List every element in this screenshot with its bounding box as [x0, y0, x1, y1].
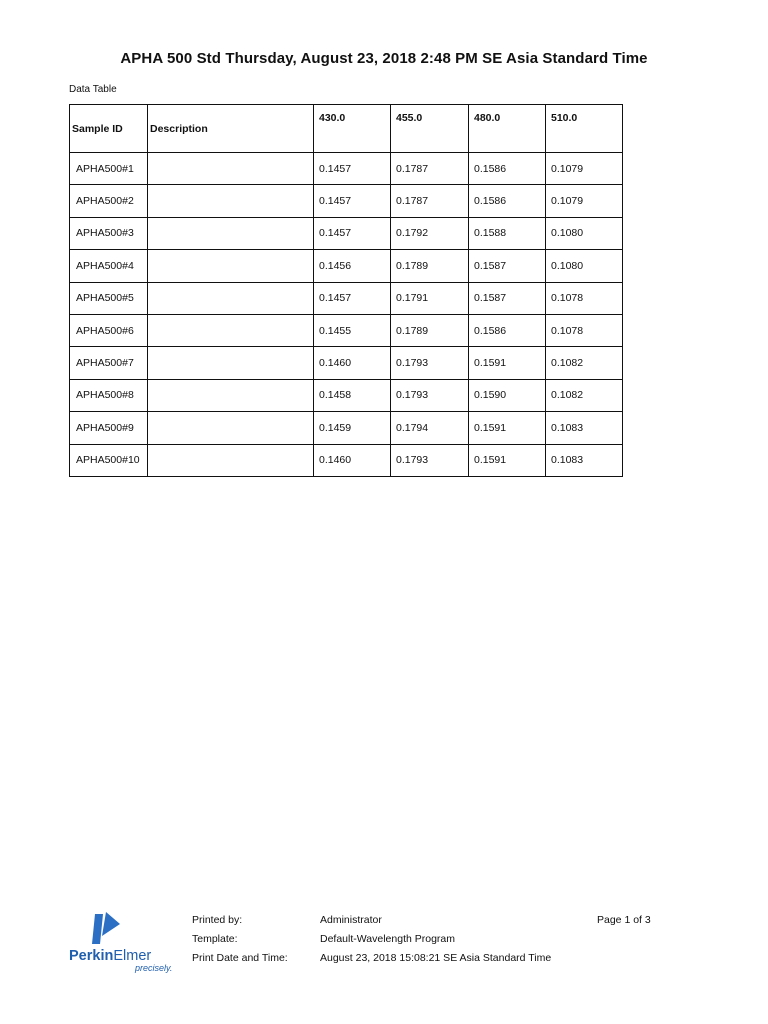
- absorbance-510-cell: 0.1083: [546, 412, 623, 444]
- logo-name-regular: Elmer: [113, 948, 152, 964]
- absorbance-480-cell: 0.1586: [469, 185, 546, 217]
- absorbance-480-cell: 0.1588: [469, 217, 546, 249]
- sample-id-cell: APHA500#9: [70, 412, 148, 444]
- absorbance-510-cell: 0.1078: [546, 282, 623, 314]
- description-cell: [148, 217, 314, 249]
- table-caption: Data Table: [69, 84, 117, 95]
- absorbance-480-cell: 0.1591: [469, 347, 546, 379]
- absorbance-455-cell: 0.1789: [391, 314, 469, 346]
- table-row: [70, 379, 623, 411]
- sample-id-cell: APHA500#10: [70, 444, 148, 476]
- logo-mark-arrow: [102, 912, 120, 936]
- table-row: [70, 153, 623, 185]
- sample-id-cell: APHA500#3: [70, 217, 148, 249]
- absorbance-480-cell: 0.1587: [469, 250, 546, 282]
- absorbance-430-cell: 0.1457: [314, 217, 391, 249]
- printed-by-label: Printed by:: [192, 914, 243, 926]
- absorbance-455-cell: 0.1793: [391, 379, 469, 411]
- absorbance-430-cell: 0.1459: [314, 412, 391, 444]
- print-time-label: Print Date and Time:: [192, 952, 288, 964]
- absorbance-430-cell: 0.1456: [314, 250, 391, 282]
- column-header: 430.0: [314, 105, 391, 153]
- table-header-row: [70, 105, 623, 153]
- table-row: [70, 412, 623, 444]
- description-cell: [148, 412, 314, 444]
- column-header: 480.0: [469, 105, 546, 153]
- column-header: 510.0: [546, 105, 623, 153]
- absorbance-455-cell: 0.1793: [391, 444, 469, 476]
- sample-id-cell: APHA500#2: [70, 185, 148, 217]
- absorbance-510-cell: 0.1080: [546, 250, 623, 282]
- absorbance-510-cell: 0.1078: [546, 314, 623, 346]
- column-header: Sample ID: [70, 105, 148, 153]
- absorbance-510-cell: 0.1082: [546, 347, 623, 379]
- description-cell: [148, 185, 314, 217]
- description-cell: [148, 444, 314, 476]
- absorbance-430-cell: 0.1457: [314, 185, 391, 217]
- absorbance-510-cell: 0.1079: [546, 153, 623, 185]
- absorbance-455-cell: 0.1791: [391, 282, 469, 314]
- template-label: Template:: [192, 933, 238, 945]
- absorbance-455-cell: 0.1789: [391, 250, 469, 282]
- description-cell: [148, 153, 314, 185]
- description-cell: [148, 250, 314, 282]
- table-row: [70, 250, 623, 282]
- description-cell: [148, 314, 314, 346]
- sample-id-cell: APHA500#4: [70, 250, 148, 282]
- absorbance-455-cell: 0.1787: [391, 185, 469, 217]
- absorbance-510-cell: 0.1082: [546, 379, 623, 411]
- absorbance-430-cell: 0.1455: [314, 314, 391, 346]
- table-row: [70, 217, 623, 249]
- sample-id-cell: APHA500#6: [70, 314, 148, 346]
- table-row: [70, 347, 623, 379]
- absorbance-455-cell: 0.1787: [391, 153, 469, 185]
- printed-by-value: Administrator: [320, 914, 382, 926]
- absorbance-480-cell: 0.1591: [469, 412, 546, 444]
- absorbance-430-cell: 0.1457: [314, 282, 391, 314]
- absorbance-430-cell: 0.1460: [314, 347, 391, 379]
- absorbance-455-cell: 0.1794: [391, 412, 469, 444]
- table-row: [70, 282, 623, 314]
- description-cell: [148, 347, 314, 379]
- absorbance-480-cell: 0.1586: [469, 153, 546, 185]
- template-value: Default-Wavelength Program: [320, 933, 456, 945]
- print-time-value: August 23, 2018 15:08:21 SE Asia Standard Time: [320, 952, 552, 964]
- sample-id-cell: APHA500#8: [70, 379, 148, 411]
- data-table: [69, 104, 623, 477]
- page-number: Page 1 of 3: [597, 914, 651, 926]
- svg-text:PerkinElmer: [69, 948, 151, 964]
- absorbance-430-cell: 0.1458: [314, 379, 391, 411]
- table-row: [70, 444, 623, 476]
- perkinelmer-logo: [68, 910, 186, 976]
- absorbance-510-cell: 0.1083: [546, 444, 623, 476]
- logo-mark-bar: [92, 914, 103, 944]
- table-row: [70, 314, 623, 346]
- absorbance-455-cell: 0.1793: [391, 347, 469, 379]
- absorbance-430-cell: 0.1460: [314, 444, 391, 476]
- absorbance-480-cell: 0.1591: [469, 444, 546, 476]
- column-header: 455.0: [391, 105, 469, 153]
- description-cell: [148, 282, 314, 314]
- absorbance-480-cell: 0.1586: [469, 314, 546, 346]
- absorbance-455-cell: 0.1792: [391, 217, 469, 249]
- sample-id-cell: APHA500#1: [70, 153, 148, 185]
- table-row: [70, 185, 623, 217]
- sample-id-cell: APHA500#7: [70, 347, 148, 379]
- logo-name-bold: Perkin: [69, 948, 114, 964]
- logo-tagline: precisely.: [135, 963, 173, 973]
- absorbance-510-cell: 0.1079: [546, 185, 623, 217]
- absorbance-510-cell: 0.1080: [546, 217, 623, 249]
- absorbance-480-cell: 0.1587: [469, 282, 546, 314]
- absorbance-430-cell: 0.1457: [314, 153, 391, 185]
- description-cell: [148, 379, 314, 411]
- absorbance-480-cell: 0.1590: [469, 379, 546, 411]
- sample-id-cell: APHA500#5: [70, 282, 148, 314]
- column-header: Description: [148, 105, 314, 153]
- document-title: APHA 500 Std Thursday, August 23, 2018 2:48 PM SE Asia Standard Time: [120, 50, 648, 67]
